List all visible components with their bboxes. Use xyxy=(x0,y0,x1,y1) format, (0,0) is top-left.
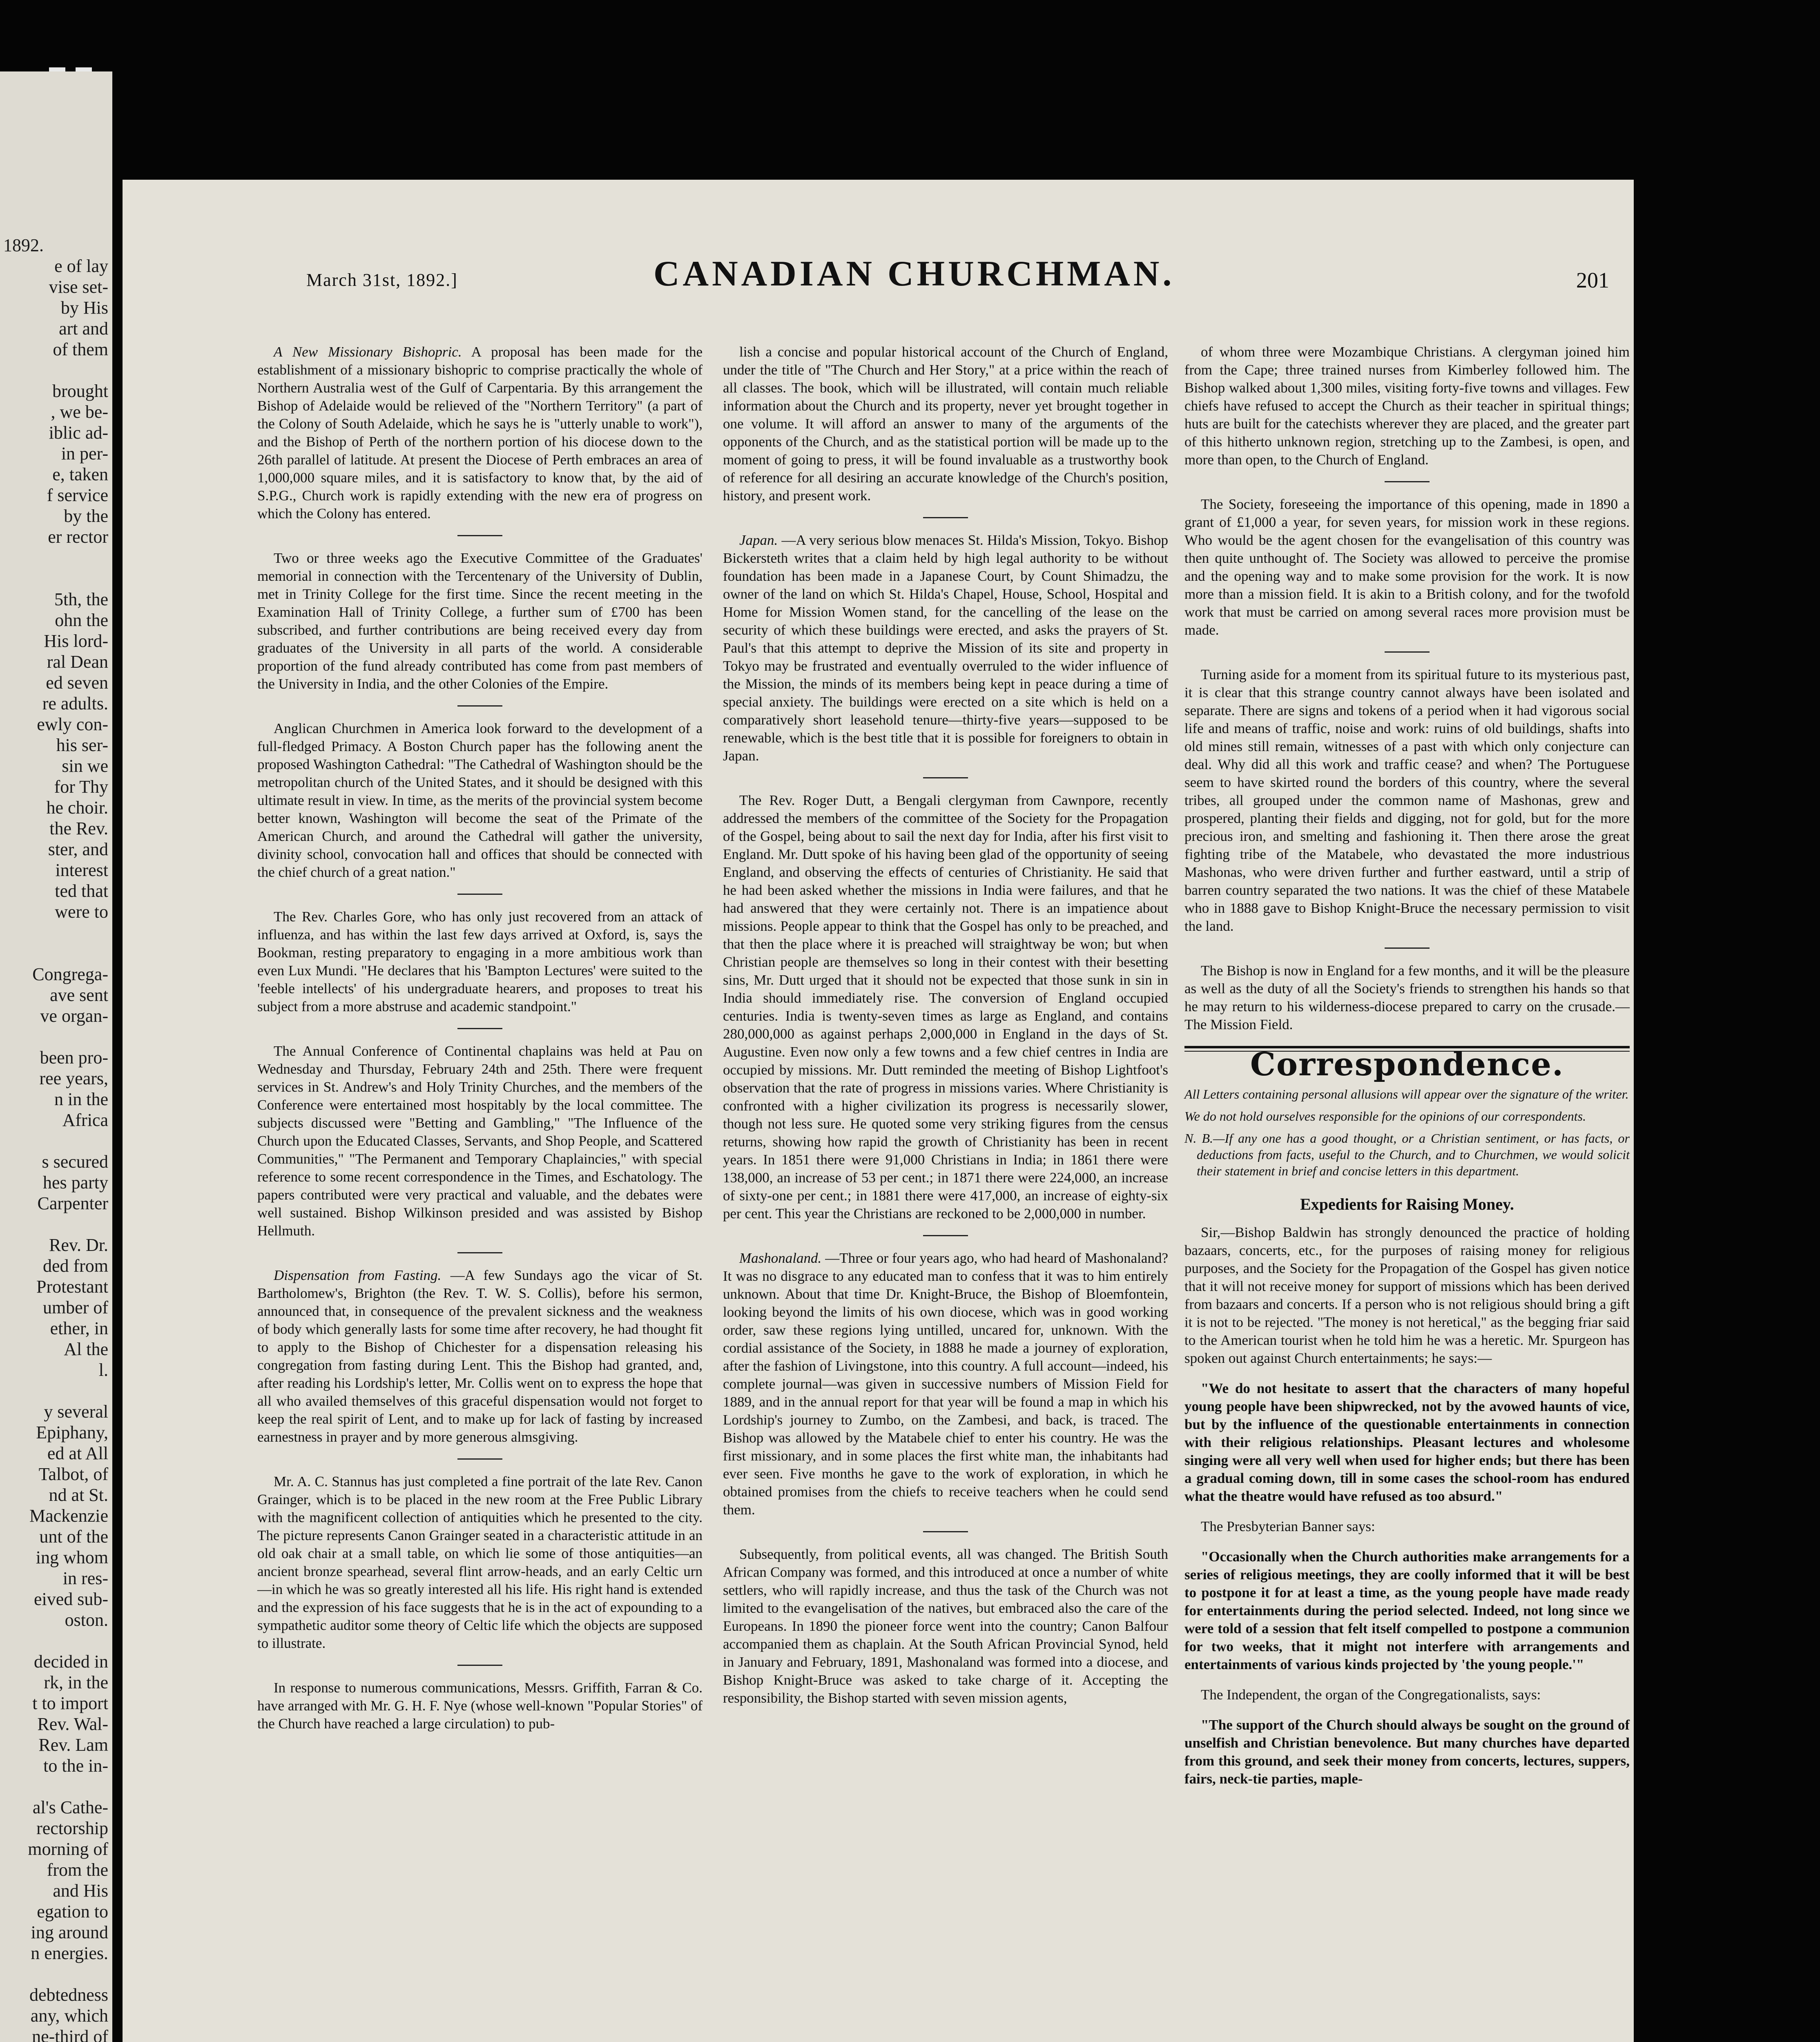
fragment-line: His lord- xyxy=(44,631,108,651)
article-separator xyxy=(457,705,502,707)
article-paragraph xyxy=(1184,495,1630,639)
fragment-line: egation to xyxy=(37,1902,108,1922)
fragment-line: sin we xyxy=(62,756,108,776)
fragment-line: unt of the xyxy=(39,1527,108,1547)
article-paragraph xyxy=(723,343,1168,505)
fragment-line: of them xyxy=(53,339,108,359)
fragment-line: by the xyxy=(64,506,108,526)
adjacent-page-fragment xyxy=(0,71,112,2042)
fragment-line: n in the xyxy=(54,1089,108,1109)
article-text: —A very serious blow menaces St. Hilda's Mission, Tokyo. Bishop Bickersteth writes that a claim held by high legal authority to be without foundation has been made in a Japanese Court, by Count Shimadzu, the owner of the land on which St. Hilda's Chapel, House, School, Hospital and Home for Mission Women stand, for the cancelling of the lease on the security of which these buildings were erected, and asks the prayers of St. Paul's that this attempt to deprive the Mission of its site and property in Tokyo may be frustrated and eventually overruled to the wider influence of the Mission, the minds of its members being kept in peace during a time of special anxiety. The buildings were erected on a site which is held on a comparatively short leasehold tenure—thirty-five years—supposed to be renewable, which is the best title that it is possible for foreigners to obtain in Japan. xyxy=(723,532,1169,764)
fragment-line xyxy=(0,922,108,943)
fragment-line xyxy=(0,360,108,381)
article-separator xyxy=(923,777,968,778)
fragment-line xyxy=(0,1964,108,1984)
article-paragraph xyxy=(257,1042,703,1240)
article-separator xyxy=(1385,481,1430,482)
article-paragraph xyxy=(723,791,1168,1223)
article-text: lish a concise and popular historical account of the Church of England, under the title of "The Church and Her Story," at a price within the reach of all classes. The book, which will be illustrated, will contain much reliable information about the Church and its property, never yet brought together in one volume. It will afford an answer to many of the arguments of the opponents of the Church, and as the statistical portion will be made up to the moment of going to press, it will be found invaluable as a trustworthy book of reference for all desiring an accurate knowledge of the Church's position, history, and present work. xyxy=(723,344,1168,504)
fragment-line: ave sent xyxy=(50,985,108,1005)
editorial-notes xyxy=(1184,1086,1630,1179)
column-1 xyxy=(257,343,703,1745)
masthead-title: CANADIAN CHURCHMAN. xyxy=(654,254,1175,294)
article-paragraph xyxy=(723,1545,1168,1707)
article-paragraph xyxy=(1184,962,1630,1034)
article-text: Two or three weeks ago the Executive Committee of the Graduates' memorial in connection with the Tercentenary of the University of Dublin, met in Trinity College for the first time. Since the recent meeting in the Examination Hall of Trinity College, a further sum of £700 has been subscribed, and further contributions are being received every day from graduates of the University in all parts of the world. A considerable proportion of the fund already contributed has come from past members of the University in India, and the other Colonies of the Empire. xyxy=(257,550,703,692)
article-separator xyxy=(1385,947,1430,949)
fragment-line: decided in xyxy=(33,1652,108,1672)
fragment-line: ewly con- xyxy=(37,714,108,734)
letter-paragraph: "We do not hesitate to assert that the characters of many hopeful young people have been shipwrecked, not by the avowed haunts of vice, but by the influence of the questionable entertainments in connection with their religious relationships. Pleasant lectures and wholesome singing were all very well when used for higher ends; but there has been a gradual coming down, till in some cases the school-room has endured what the theatre would have refused as too absurd." xyxy=(1184,1380,1630,1504)
fragment-line: any, which xyxy=(30,2006,108,2026)
fragment-line: ree years, xyxy=(39,1068,108,1088)
fragment-line: ether, in xyxy=(50,1318,108,1338)
article-paragraph xyxy=(257,549,703,693)
article-separator xyxy=(457,535,502,536)
newspaper-page xyxy=(123,180,1634,2042)
fragment-line: in per- xyxy=(61,444,108,464)
page-number: 201 xyxy=(1576,268,1609,292)
fragment-line: eived sub- xyxy=(33,1589,108,1609)
article-paragraph xyxy=(723,1249,1168,1519)
issue-date: March 31st, 1892.] xyxy=(306,270,458,290)
article-separator xyxy=(1385,651,1430,653)
fragment-line xyxy=(0,1130,108,1151)
article-separator xyxy=(457,894,502,895)
fragment-line: for Thy xyxy=(54,777,108,797)
fragment-line xyxy=(0,547,108,568)
article-paragraph xyxy=(257,1473,703,1652)
editorial-note: We do not hold ourselves responsible for the opinions of our correspondents. xyxy=(1184,1109,1586,1124)
article-text: —Three or four years ago, who had heard of Mashonaland? It was no disgrace to any educated man to confess that it was to him entirely unknown. About that time Dr. Knight-Bruce, the Bishop of Bloemfontein, looking beyond the limits of his own diocese, which was in good working order, saw these regions lying untilled, uncared for, unknown. With the cordial assistance of the Society, in 1888 he made a journey of exploration, after the fashion of Livingstone, into this country. A full account—indeed, his complete journal—was given in successive numbers of Mission Field for 1889, and in the annual report for that year will be found a map in which his Lordship's journey to Zumbo, on the Zambesi, and back, is traced. The Bishop was allowed by the Matabele chief to enter his country. He was the first missionary, and in some places the first white man, the inhabitants had ever seen. Five months he gave to the work of exploration, in which he obtained promises from the chiefs to receive teachers when he could send them. xyxy=(723,1250,1169,1518)
article-text: Anglican Churchmen in America look forward to the development of a full-fledged Primacy. A Boston Church paper has the following anent the proposed Washington Cathedral: "The Cathedral of Washington should be the metropolitan church of the United States, and it should be designed with this ultimate result in view. In time, as the merits of the provincial system become better known, Washington will become the seat of the Primate of the American Church, and around the Cathedral will gather the university, divinity school, convocation hall and offices that should be connected with the chief church of a great nation." xyxy=(257,720,703,880)
fragment-line: ted that xyxy=(55,881,108,901)
letter-paragraph: "The support of the Church should always be sought on the ground of unselfish and Christian benevolence. But many churches have departed from this ground, and seek their money from concerts, lectures, suppers, fairs, neck-tie parties, maple- xyxy=(1184,1717,1630,1787)
fragment-line xyxy=(0,1380,108,1401)
article-separator xyxy=(457,1028,502,1029)
fragment-line xyxy=(0,943,108,964)
fragment-line: ral Dean xyxy=(47,652,108,672)
fragment-line: ing whom xyxy=(36,1547,108,1567)
fragment-line: nd at St. xyxy=(49,1485,108,1505)
article-text: The Society, foreseeing the importance of this opening, made in 1890 a grant of £1,000 a year, for seven years, for mission work in these regions. Who would be the agent chosen for the evangelisation of this country was then quite unthought of. The Society was allowed to perceive the promise and the opening way and to make some provision for the work. It is now more than a mission field. It is akin to a British colony, and for the twofold work that must be carried on among several races more provision must be made. xyxy=(1184,496,1630,638)
fragment-line: by His xyxy=(60,298,108,318)
article-separator xyxy=(923,517,968,518)
fragment-line xyxy=(0,1630,108,1651)
letter-paragraph: "Occasionally when the Church authorities make arrangements for a series of religious meetings, they are coolly informed that it will be best to postpone it for at least a time, as the young people have made ready for entertainments during the period selected. Indeed, not long since we were told of a session that felt itself compelled to postpone a communion for two weeks, that it might not interfere with arrangements and entertainments of various kinds projected by 'the young people.'" xyxy=(1184,1549,1630,1672)
article-paragraph xyxy=(257,1266,703,1446)
fragment-line: Africa xyxy=(62,1110,108,1130)
fragment-line: re adults. xyxy=(42,693,108,713)
fragment-line: umber of xyxy=(42,1297,108,1317)
adjacent-page-year: 1892. xyxy=(3,235,44,255)
fragment-line: er rector xyxy=(48,527,108,547)
fragment-line: Rev. Lam xyxy=(38,1735,108,1755)
fragment-line: vise set- xyxy=(49,277,108,297)
article-lead: Dispensation from Fasting. xyxy=(274,1267,442,1283)
fragment-line: morning of xyxy=(28,1839,108,1859)
fragment-line: Talbot, of xyxy=(38,1464,108,1484)
fragment-line: Protestant xyxy=(36,1277,108,1297)
fragment-line: art and xyxy=(59,319,108,339)
fragment-line xyxy=(0,1026,108,1047)
article-text: The Rev. Roger Dutt, a Bengali clergyman from Cawnpore, recently addressed the members of the committee of the Society for the Propagation of the Gospel, being about to sail the next day for India, after his first visit to England. Mr. Dutt spoke of his having been glad of the opportunity of seeing England, and observing the effects of centuries of Christianity. He said that he had been asked whether the missions in India were failures, and that he had answered that they were certainly not. There is an impatience about missions. People appear to think that the Gospel has only to be preached, and that then the place where it is preached will straightway be won; but when Christian people are themselves so long in their contest with their besetting sins, Mr. Dutt urged that it should not be expected that those sunk in sin in India should immediately rise. The conversion of England occupied centuries. India is twenty-seven times as large as England, and contains 280,000,000 as against perhaps 2,000,000 in England in the days of St. Augustine. Even now only a few towns and a few chief centres in India are occupied by missions. Mr. Dutt reminded the meeting of Bishop Lightfoot's observation that the rate of progress in missions varies. Where Christianity is confronted with a higher civilization its progress is necessarily slower, though not less sure. He quoted some very striking figures from the census returns, showing how rapid the growth of Christianity has been in recent years. In 1851 there were 91,000 Christians in India; in 1861 there were 138,000, an increase of 53 per cent.; in 1871 there were 224,000, an increase of sixty-one per cent.; in 1881 there were 417,000, an increase of eighty-six per cent. This year the Christians are reckoned to be 2,000,000 in number. xyxy=(723,792,1168,1222)
article-paragraph xyxy=(257,720,703,881)
fragment-line: ne-third of xyxy=(32,2026,108,2042)
fragment-line: interest xyxy=(55,860,108,880)
article-text: Turning aside for a moment from its spiritual future to its mysterious past, it is clear that this strange country cannot always have been isolated and separate. There are signs and tokens of a period when it had vigorous social life and means of traffic, noise and work: ruins of old buildings, shafts into old mines still remain, witnesses of a past with which only conjecture can deal. Why did all this work and traffic cease? and when? The Portuguese seem to have skirted round the borders of this country, where the several tribes, all grouped under the common name of Mashonas, grew and prospered, planting their fields and digging, not for gold, but for the more precious iron, and smelting and fashioning it. Then there arose the great fighting tribe of the Matabele, who devastated the more industrious Mashonas, who were driven further and further eastward, until a strip of barren country separated the two nations. It was the chief of these Matabele who in 1888 gave to Bishop Knight-Bruce the necessary permission to visit the land. xyxy=(1184,667,1630,934)
fragment-line: ve organ- xyxy=(40,1006,108,1026)
fragment-line: , we be- xyxy=(51,402,108,422)
fragment-line: f service xyxy=(47,485,108,505)
fragment-line: brought xyxy=(52,381,108,401)
running-head xyxy=(176,253,1609,335)
fragment-line: t to import xyxy=(32,1693,108,1713)
article-separator xyxy=(457,1252,502,1253)
article-paragraph xyxy=(257,1679,703,1733)
letter-body xyxy=(1184,1224,1630,1788)
fragment-line: from the xyxy=(47,1860,108,1880)
article-text: —A few Sundays ago the vicar of St. Bartholomew's, Brighton (the Rev. T. W. S. Collis), before his sermon, announced that, in consequence of the prevalent sickness and the weakness of body which generally lasts for some time after recovery, he had thought fit to apply to the Bishop of Chichester for a dispensation releasing his congregation from fasting during Lent. This the Bishop had granted, and, after reading his Lordship's letter, Mr. Collis went on to express the hope that all who availed themselves of this graceful dispensation would not forget to keep the real spirit of Lent, and to make up for lack of fasting by increased earnestness in prayer and by more generous almsgiving. xyxy=(257,1267,703,1445)
fragment-line: debtedness xyxy=(29,1985,108,2005)
fragment-line: ing around xyxy=(31,1922,108,1942)
article-text: A proposal has been made for the establishment of a missionary bishopric to comprise practically the whole of Northern Australia west of the Gulf of Carpentaria. By this arrangement the Bishop of Adelaide would be relieved of the "Northern Territory" (a part of the Colony of South Adelaide, which he says he is "utterly unable to work"), and the Bishop of Perth of the northern portion of his diocese down to the 26th parallel of latitude. At present the Diocese of Perth embraces an area of 1,000,000 square miles, and it is satisfactory to know that, by the aid of S.P.G., Church work is rapidly extending with the new era of progress on which the Colony has entered. xyxy=(257,344,703,522)
fragment-line xyxy=(0,568,108,589)
fragment-line xyxy=(0,1776,108,1797)
fragment-line: n energies. xyxy=(31,1943,108,1963)
fragment-line: Mackenzie xyxy=(29,1506,108,1526)
article-paragraph xyxy=(257,343,703,523)
fragment-line: e, taken xyxy=(52,464,108,484)
article-separator xyxy=(457,1458,502,1460)
fragment-line: hes party xyxy=(42,1173,108,1193)
article-text: Subsequently, from political events, all was changed. The British South African Company was formed, and this introduced at once a number of white settlers, who will rapidly increase, and thus the task of the Church was not limited to the evangelisation of the natives, but embraced also the care of the Europeans. In 1890 the pioneer force went into the country; Canon Balfour accompanied them as chaplain. At the South African Provincial Synod, held in January and February, 1891, Mashonaland was formed into a diocese, and Bishop Knight-Bruce was asked to take charge of it. Accepting the responsibility, the Bishop started with seven mission agents, xyxy=(723,1546,1168,1706)
article-separator xyxy=(457,1665,502,1666)
article-paragraph xyxy=(257,908,703,1016)
fragment-line: s secured xyxy=(42,1152,108,1172)
article-text: The Annual Conference of Continental chaplains was held at Pau on Wednesday and Thursday, February 24th and 25th. There were frequent services in St. Andrew's and Holy Trinity Churches, and the members of the Conference were entertained most hospitably by the local committee. The subjects discussed were "Betting and Gambling," "The Influence of the Church upon the Educated Classes, Servants, and Shop People, and Scattered Communities," "The Permanent and Temporary Chaplaincies," with special reference to some recent correspondence in the Times, and Eschatology. The papers contributed were very practical and valuable, and the debates were well sustained. Bishop Wilkinson presided and was assisted by Bishop Hellmuth. xyxy=(257,1043,703,1239)
editorial-note: All Letters containing personal allusions will appear over the signature of the writer. xyxy=(1184,1087,1629,1101)
article-paragraph xyxy=(1184,666,1630,935)
fragment-line: ed seven xyxy=(46,673,108,693)
fragment-line: Rev. Wal- xyxy=(37,1714,108,1734)
article-separator xyxy=(923,1235,968,1236)
fragment-line: l. xyxy=(98,1360,108,1380)
letter-paragraph: The Presbyterian Banner says: xyxy=(1201,1518,1375,1534)
adjacent-page-text xyxy=(0,71,108,2042)
column-3 xyxy=(1184,343,1630,1800)
fragment-line: he choir. xyxy=(46,798,108,818)
fragment-line: e of lay xyxy=(54,256,108,276)
article-lead: Mashonaland. xyxy=(739,1250,822,1266)
fragment-line: 5th, the xyxy=(54,589,108,609)
fragment-line: Al the xyxy=(64,1339,108,1359)
letter-paragraph: Sir,—Bishop Baldwin has strongly denounced the practice of holding bazaars, concerts, etc., for the purposes of raising money for religious purposes, and the Society for the Propagation of the Gospel has given notice that it will not receive money for support of missions which has been derived from bazaars and concerts. If a person who is not religious should bring a gift it is not to be rejected. "The money is not heretical," as the begging friar said to the American tourist when he told him he was a heretic. Mr. Spurgeon has spoken out against Church entertainments; he says:— xyxy=(1184,1224,1630,1366)
fragment-line: Carpenter xyxy=(37,1193,108,1213)
fragment-line: Congrega- xyxy=(32,964,108,984)
letter-paragraph: The Independent, the organ of the Congregationalists, says: xyxy=(1201,1687,1541,1703)
fragment-line: ster, and xyxy=(48,839,108,859)
fragment-line: his ser- xyxy=(56,735,108,755)
fragment-line: y several xyxy=(44,1402,108,1422)
fragment-line: rectorship xyxy=(36,1818,108,1838)
fragment-line: ohn the xyxy=(55,610,108,630)
fragment-line xyxy=(0,1214,108,1235)
article-text: In response to numerous communications, Messrs. Griffith, Farran & Co. have arranged with Mr. G. H. F. Nye (whose well-known "Popular Stories" of the Church have reached a large circulation) to pub- xyxy=(257,1680,703,1732)
article-lead: Japan. xyxy=(739,532,778,548)
column-2 xyxy=(723,343,1168,1719)
fragment-line: to the in- xyxy=(43,1756,108,1776)
fragment-line: Rev. Dr. xyxy=(49,1235,108,1255)
fragment-line: rk, in the xyxy=(44,1672,108,1692)
correspondence-heading: Correspondence. xyxy=(1250,1046,1564,1083)
fragment-line: ed at All xyxy=(47,1443,108,1463)
fragment-line: in res- xyxy=(62,1568,108,1588)
fragment-line: were to xyxy=(55,902,108,922)
fragment-line: and His xyxy=(53,1881,108,1901)
fragment-line: al's Cathe- xyxy=(32,1797,108,1817)
fragment-line: Epiphany, xyxy=(36,1422,108,1442)
article-text: The Rev. Charles Gore, who has only just recovered from an attack of influenza, and has within the last few days arrived at Oxford, is, says the Bookman, resting preparatory to engaging in a more ambitious work than even Lux Mundi. "He declares that his 'Bampton Lectures' were suited to the 'feeble intellects' of his undergraduate hearers, and proposes to treat his subject from a more abstruse and academic standpoint." xyxy=(257,909,703,1014)
letter-title: Expedients for Raising Money. xyxy=(1300,1195,1514,1213)
editorial-note: N. B.—If any one has a good thought, or a Christian sentiment, or has facts, or deductions from facts, useful to the Church, and to Churchmen, we would solicit their statement in brief and concise letters in this department. xyxy=(1184,1131,1630,1178)
article-text: of whom three were Mozambique Christians. A clergyman joined him from the Cape; three trained nurses from Kimberley followed him. The Bishop walked about 1,300 miles, visiting forty-five towns and villages. Few chiefs have refused to accept the Church as their teacher in spiritual things; huts are built for the catechists wherever they are placed, and the greater part of this hitherto unknown region, stretching up to the Zambesi, is open, and more than open, to the Church of England. xyxy=(1184,344,1630,468)
fragment-line: iblic ad- xyxy=(49,423,108,443)
article-paragraph xyxy=(723,531,1168,765)
fragment-line: the Rev. xyxy=(49,818,108,838)
fragment-line: ded from xyxy=(42,1256,108,1276)
article-separator xyxy=(923,1531,968,1532)
article-text: Mr. A. C. Stannus has just completed a fine portrait of the late Rev. Canon Grainger, which is to be placed in the new room at the Free Public Library with the magnificent collection of antiquities which he presented to the city. The picture represents Canon Grainger seated in a characteristic attitude in an old oak chair at a small table, on which lie some of those antiquities—an ancient bronze spearhead, several flint arrow-heads, and an early Celtic urn—in which he was so greatly interested all his life. His right hand is extended and the expression of his face suggests that he is in the act of expounding to a sympathetic auditor some theory of Celtic life which the objects are supposed to illustrate. xyxy=(257,1474,703,1651)
fragment-line: oston. xyxy=(65,1610,108,1630)
article-lead: A New Missionary Bishopric. xyxy=(274,344,462,360)
fragment-line: been pro- xyxy=(40,1048,108,1068)
article-text: The Bishop is now in England for a few months, and it will be the pleasure as well as the duty of all the Society's friends to strengthen his hands so that he may return to his wilderness-diocese prepared to carry on the crusade.—The Mission Field. xyxy=(1184,963,1630,1032)
article-paragraph xyxy=(1184,343,1630,469)
